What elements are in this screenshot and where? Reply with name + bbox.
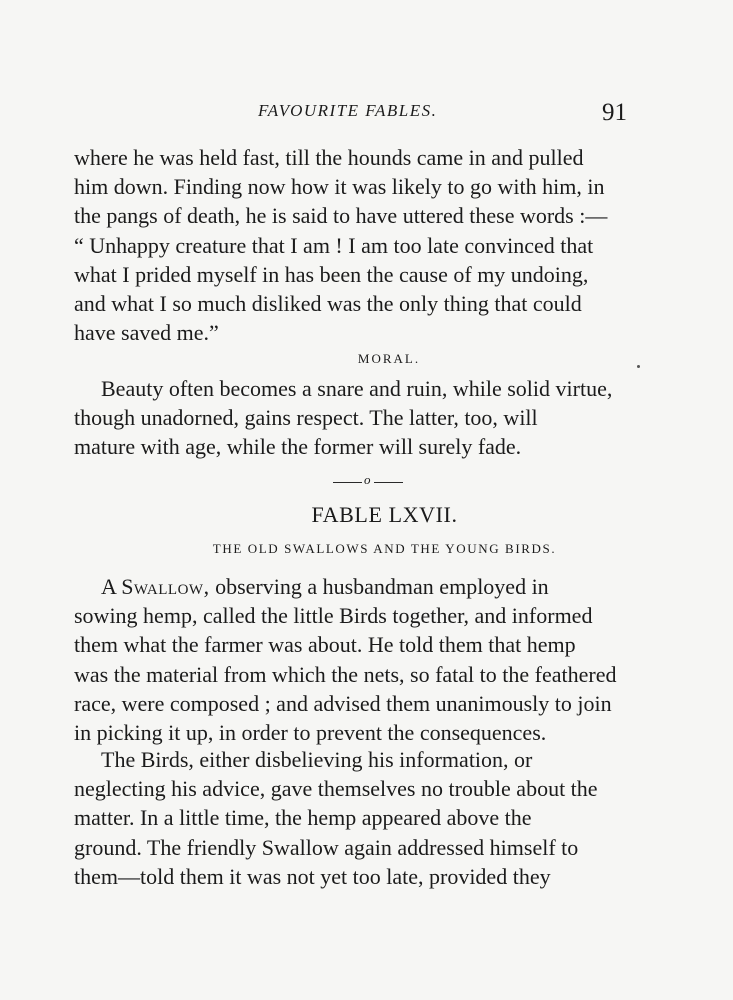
first-word: Swallow, [121,574,210,599]
text-line: have saved me.” [74,320,219,346]
text-line: them—told them it was not yet too late, provided they [74,863,551,889]
text-line: Beauty often becomes a snare and ruin, while solid virtue, [101,376,613,401]
divider-line-left [333,482,362,483]
text-line: “ Unhappy creature that I am ! I am too late convinced that [74,232,594,258]
divider-line-right [374,482,403,483]
continuation-paragraph [74,143,629,347]
text-line: ground. The friendly Swallow again addressed himself to [74,834,579,860]
text-line: what I prided myself in has been the cause of my undoing, [74,261,589,287]
section-divider [333,472,403,487]
fable-title: FABLE LXVII. [311,502,458,527]
fable-paragraph-1 [74,572,629,747]
text-line: them what the farmer was about. He told them that hemp [74,632,576,658]
text-line: was the material from which the nets, so fatal to the feathered [74,661,617,687]
text-line: where he was held fast, till the hounds came in and pulled [74,145,584,170]
fable-subtitle: THE OLD SWALLOWS AND THE YOUNG BIRDS. [212,541,557,556]
page-number: 91 [602,99,627,126]
text-line: race, were composed ; and advised them unanimously to join [74,690,612,716]
moral-paragraph [74,374,629,462]
text-line: sowing hemp, called the little Birds together, and informed [74,603,593,629]
text-line: The Birds, either disbelieving his information, or [101,747,533,772]
first-letter: A [101,574,116,599]
text-line: and what I so much disliked was the only thing that could [74,291,582,317]
running-head [0,101,733,131]
text-line: though unadorned, gains respect. The latter, too, will [74,405,538,431]
text-line: matter. In a little time, the hemp appeared above the [74,805,532,831]
divider-ornament: o [364,472,371,487]
text-line: him down. Finding now how it was likely to go with him, in [74,174,605,200]
fable-paragraph-2 [74,745,629,891]
moral-heading: MORAL. [357,351,421,366]
ink-speck [637,365,640,368]
text-line: mature with age, while the former will surely fade. [74,434,522,460]
running-title: FAVOURITE FABLES. [258,101,438,120]
text-line: the pangs of death, he is said to have uttered these words :— [74,203,608,229]
text-line [74,572,629,601]
first-line-rest: observing a husbandman employed in [209,574,549,599]
text-line: in picking it up, in order to prevent the consequences. [74,720,547,746]
text-line: neglecting his advice, gave themselves no trouble about the [74,776,598,802]
